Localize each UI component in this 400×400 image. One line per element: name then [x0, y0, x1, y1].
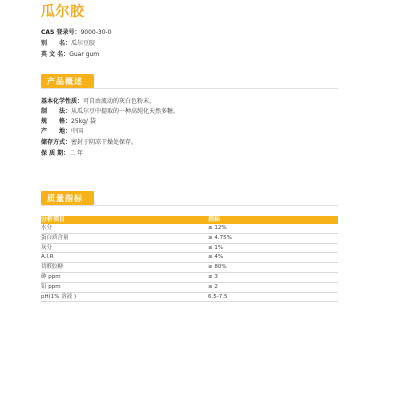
row-spec: ≤ 2 [208, 283, 218, 290]
overview-heading-bar [41, 74, 94, 88]
table-header [41, 216, 338, 224]
row-spec: 6.5-7.5 [208, 293, 228, 300]
alias-value: 瓜尔豆胶 [71, 40, 96, 47]
overview-item-value: 密封于阴凉干燥处保存。 [71, 139, 138, 146]
table-row [41, 293, 338, 303]
overview-item-label: 基本化学性质： [41, 98, 84, 105]
column-header-spec: 指标 [208, 216, 221, 223]
overview-item-label: 制 法： [41, 108, 72, 115]
table-row [41, 224, 338, 234]
row-spec: ≤ 1% [208, 244, 224, 251]
english-name-row [41, 51, 99, 59]
row-item: 灰分 [41, 244, 53, 251]
overview-item-value: 中国 [71, 128, 84, 135]
overview-item-value: 二 年 [69, 150, 84, 157]
alias-row [41, 40, 95, 48]
english-name-value: Guar gum [69, 51, 100, 58]
overview-item [41, 118, 96, 126]
overview-item-label: 储存方式： [41, 139, 72, 146]
quality-heading: 质量指标 [47, 194, 83, 203]
table-row [41, 234, 338, 244]
overview-item-label: 保 质 期： [41, 150, 70, 157]
overview-item-value: 可自由流动的灰白色粉末。 [83, 98, 156, 105]
quality-divider [41, 205, 338, 206]
overview-item [41, 128, 83, 136]
overview-item-value: 25kg/ 袋 [71, 118, 96, 125]
table-row [41, 273, 338, 283]
cas-value: 9000-30-0 [80, 29, 112, 36]
overview-item [41, 108, 179, 116]
overview-item-label: 规 格： [41, 118, 72, 125]
row-item: 切醛胶糖 [41, 264, 64, 271]
row-spec: ≥ 80% [208, 264, 227, 271]
table-row [41, 244, 338, 254]
overview-item-label: 产 地： [41, 128, 72, 135]
cas-label: CAS 登录号： [41, 29, 81, 36]
row-item: 铅 ppm [41, 283, 61, 290]
row-item: 水分 [41, 225, 53, 231]
product-title: 瓜尔胶 [41, 4, 85, 20]
row-item: 砷 ppm [41, 273, 61, 280]
cas-row [41, 29, 112, 37]
overview-heading: 产品概述 [47, 77, 83, 86]
overview-divider [41, 88, 338, 89]
row-item: 蛋白质含量 [41, 234, 69, 241]
overview-item [41, 150, 83, 158]
table-row [41, 283, 338, 293]
column-header-item: 分析项目 [41, 216, 66, 223]
row-item: pH(1% 溶液 ) [41, 293, 77, 300]
row-spec: ≤ 12% [208, 225, 227, 231]
alias-label: 别 名： [41, 40, 72, 47]
quality-heading-bar [41, 191, 94, 205]
overview-item [41, 98, 155, 106]
table-row [41, 253, 338, 263]
row-spec: ≤ 4.75% [208, 234, 232, 241]
row-spec: ≤ 3 [208, 273, 218, 280]
row-spec: ≤ 4% [208, 254, 224, 261]
quality-table [41, 216, 338, 302]
row-item: A.I.R [41, 254, 54, 261]
english-name-label: 英 文 名： [41, 51, 70, 58]
overview-item-value: 从瓜尔豆中提取的一种高纯化天然多糖。 [71, 108, 180, 115]
table-row [41, 263, 338, 273]
overview-item [41, 139, 137, 147]
